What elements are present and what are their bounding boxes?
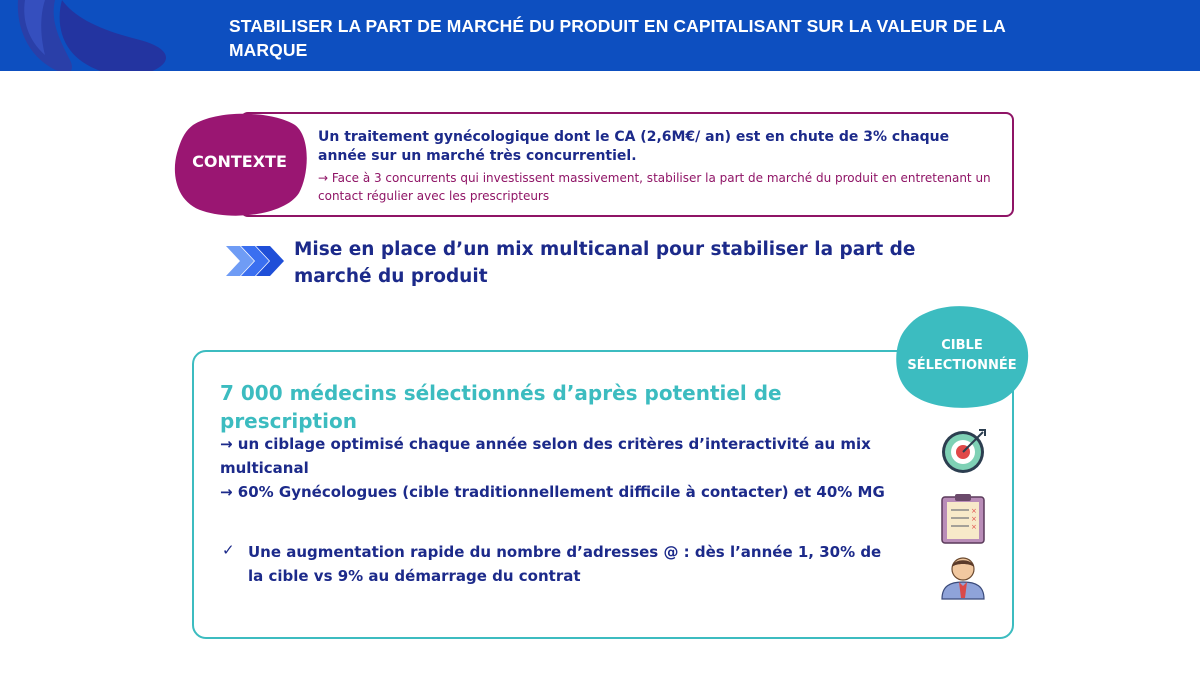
- svg-text:×: ×: [971, 507, 977, 515]
- checkmark-icon: ✓: [222, 541, 235, 559]
- contexte-main-text: Un traitement gynécologique dont le CA (2,6M€/ an) est en chute de 3% chaque année sur un marché très concurrentiel.: [318, 129, 950, 164]
- action-title: Mise en place d’un mix multicanal pour stabiliser la part de marché du produit: [294, 239, 916, 287]
- clipboard-checklist-icon: [940, 493, 986, 545]
- page-title: STABILISER LA PART DE MARCHÉ DU PRODUIT EN CAPITALISANT SUR LA VALEUR DE LA MARQUE: [229, 16, 1006, 60]
- triple-chevron-right-icon: [224, 244, 286, 278]
- cible-headline: 7 000 médecins sélectionnés d’après potentiel de prescription: [220, 381, 782, 433]
- svg-text:×: ×: [971, 523, 977, 531]
- cible-point: → 60% Gynécologues (cible traditionnellement difficile à contacter) et 40% MG: [220, 483, 885, 501]
- businessman-icon: [938, 552, 988, 600]
- contexte-label: CONTEXTE: [192, 152, 287, 171]
- svg-text:×: ×: [971, 515, 977, 523]
- cible-point: → un ciblage optimisé chaque année selon des critères d’interactivité au mix multicanal: [220, 435, 871, 477]
- cible-label: CIBLE SÉLECTIONNÉE: [907, 338, 1017, 373]
- contexte-sub-text: → Face à 3 concurrents qui investissent massivement, stabiliser la part de marché du produit en entretenant un contact régulier avec les prescripteurs: [318, 171, 991, 203]
- cible-points-list: [220, 432, 910, 504]
- cible-result-text: Une augmentation rapide du nombre d’adresses @ : dès l’année 1, 30% de la cible vs 9% au démarrage du contrat: [248, 543, 882, 585]
- decorative-wave-shape: [0, 0, 200, 71]
- target-icon: [939, 428, 989, 474]
- header-banner: [0, 0, 1200, 71]
